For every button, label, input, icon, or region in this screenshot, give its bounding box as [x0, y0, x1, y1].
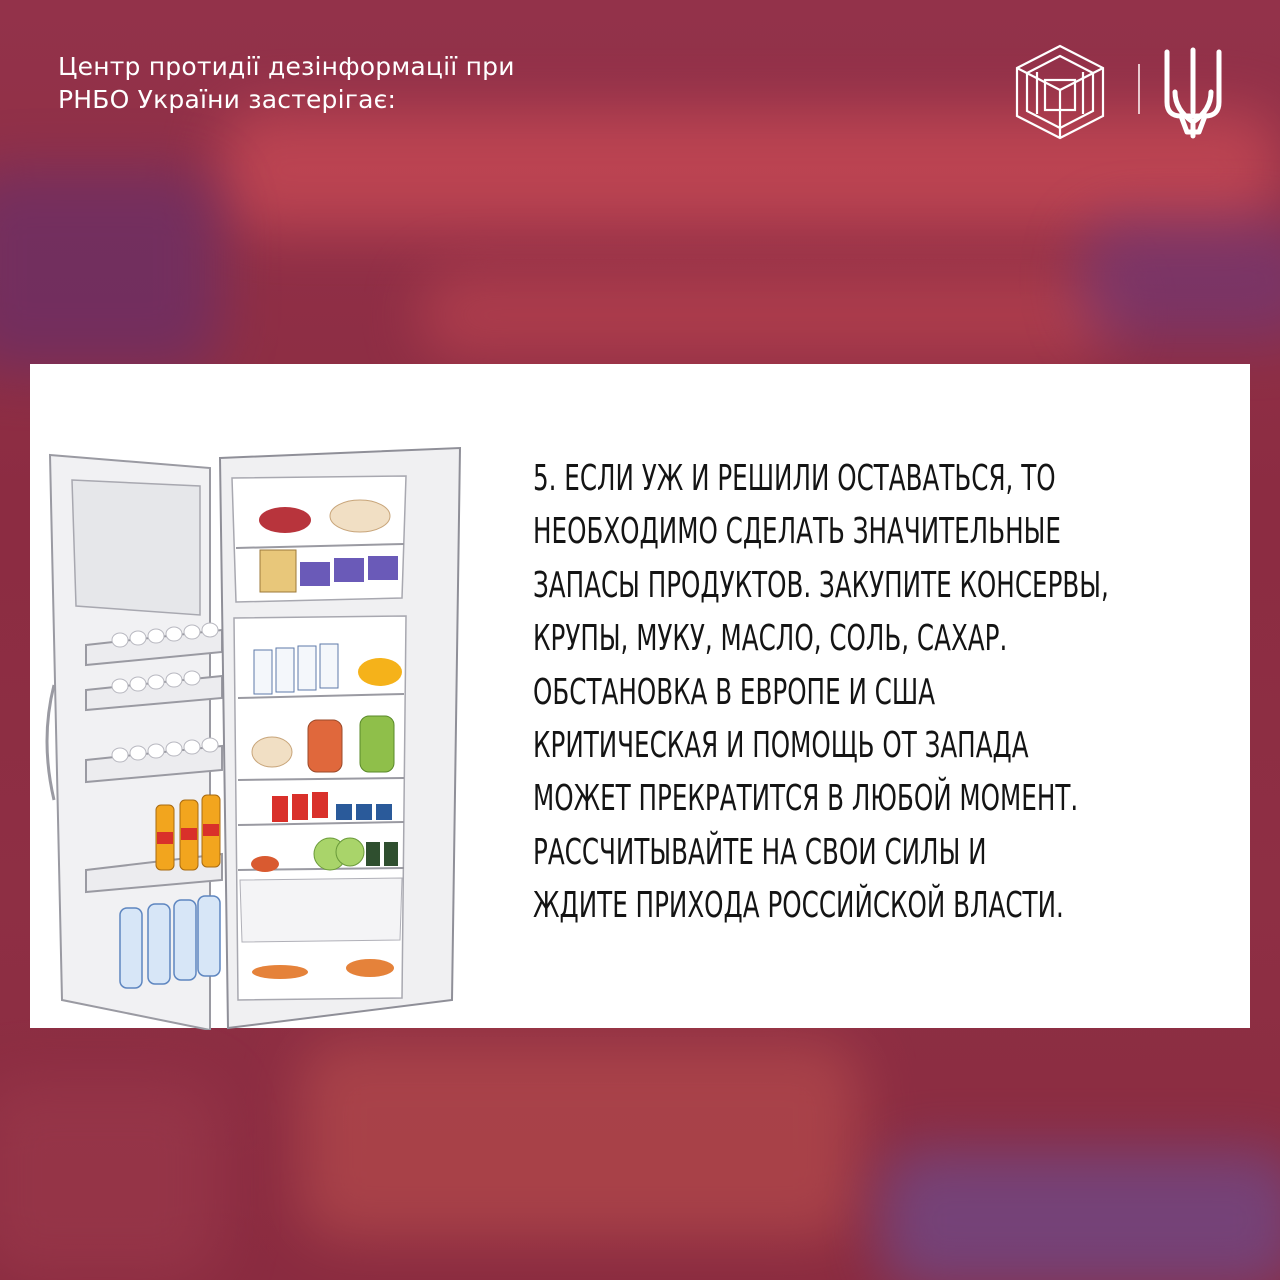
text-line: НЕОБХОДИМО СДЕЛАТЬ ЗНАЧИТЕЛЬНЫЕ [533, 511, 1061, 553]
text-line: ЖДИТЕ ПРИХОДА РОССИЙСКОЙ ВЛАСТИ. [533, 885, 1064, 927]
text-line: РАССЧИТЫВАЙТЕ НА СВОИ СИЛЫ И [533, 831, 987, 873]
text-line: 5. ЕСЛИ УЖ И РЕШИЛИ ОСТАВАТЬСЯ, ТО [533, 458, 1056, 499]
cube-logo-icon [1017, 46, 1103, 138]
card-text [533, 452, 1109, 933]
header-title [58, 50, 515, 116]
text-line: КРУПЫ, МУКУ, МАСЛО, СОЛЬ, САХАР. [533, 618, 1008, 660]
fridge-illustration [40, 440, 470, 1030]
header-line-2: РНБО України застерігає: [58, 85, 397, 114]
header-line-1: Центр протидії дезінформації при [58, 52, 515, 81]
text-line: ОБСТАНОВКА В ЕВРОПЕ И США [533, 671, 936, 713]
logo-area [1015, 42, 1230, 142]
water-bottles [120, 896, 220, 988]
text-line: КРИТИЧЕСКАЯ И ПОМОЩЬ ОТ ЗАПАДА [533, 725, 1029, 767]
text-line: ЗАПАСЫ ПРОДУКТОВ. ЗАКУПИТЕ КОНСЕРВЫ, [533, 564, 1109, 606]
text-line: МОЖЕТ ПРЕКРАТИТСЯ В ЛЮБОЙ МОМЕНТ. [533, 778, 1079, 820]
oil-bottles [156, 795, 220, 870]
trident-icon [1167, 50, 1219, 136]
